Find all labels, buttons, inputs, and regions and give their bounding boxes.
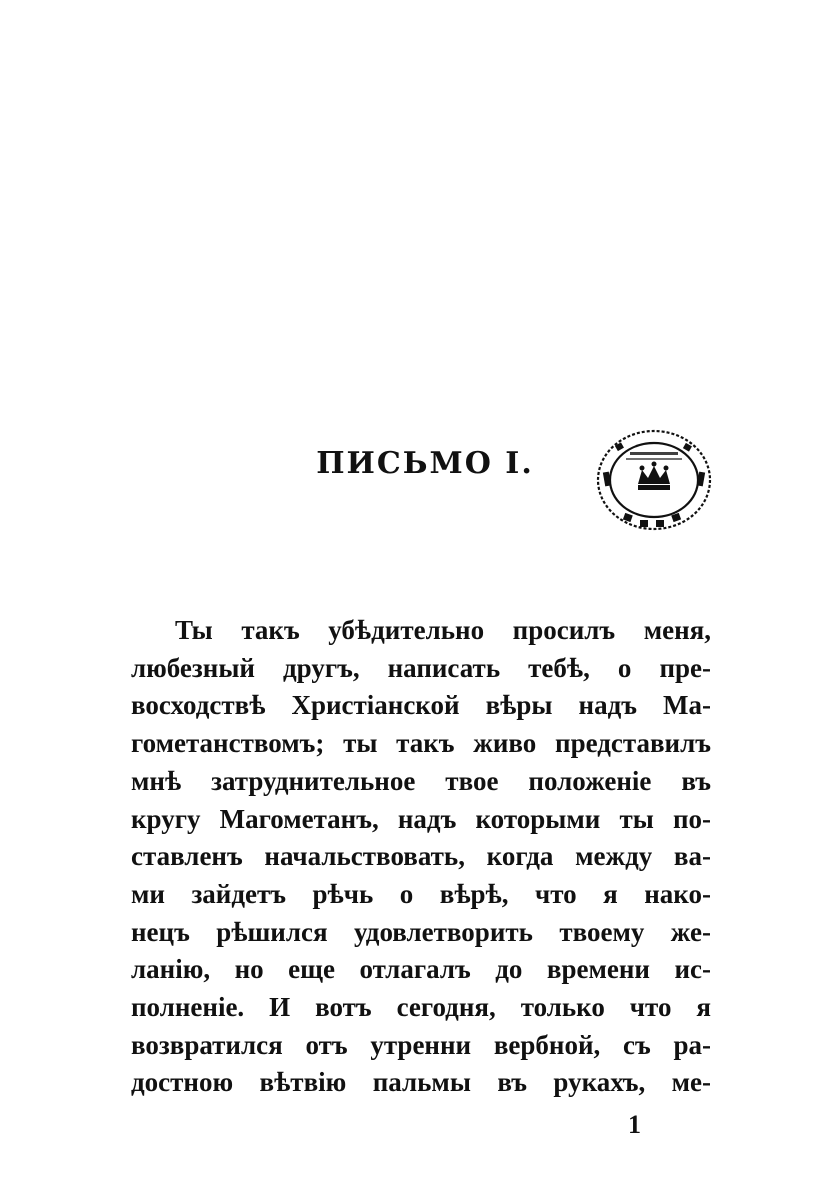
text-line: полненіе. И вотъ сегодня, только что я: [131, 992, 711, 1023]
text-line: мнѣ затруднительное твое положеніе въ: [131, 765, 711, 796]
text-line: любезный другъ, написать тебѣ, о пре-: [131, 652, 711, 683]
letter-heading: ПИСЬМО I.: [316, 446, 534, 481]
text-line: достною вѣтвію пальмы въ рукахъ, ме-: [131, 1067, 711, 1098]
text-line: нецъ рѣшился удовлетворить твоему же-: [131, 916, 711, 947]
text-line: Ты такъ убѣдительно просилъ меня,: [175, 615, 711, 645]
text-line: возвратился отъ утренни вербной, съ ра-: [131, 1029, 711, 1060]
letter-body: [131, 612, 711, 1102]
text-line: восходствѣ Христіанской вѣры надъ Ма-: [131, 690, 711, 721]
text-line: кругу Магометанъ, надъ которыми ты по-: [131, 803, 711, 834]
text-line: ставленъ начальствовать, когда между ва-: [131, 841, 711, 872]
text-line: гометанствомъ; ты такъ живо представилъ: [131, 728, 711, 759]
text-line: ми зайдетъ рѣчь о вѣрѣ, что я нако-: [131, 878, 711, 909]
library-seal-icon: [594, 428, 714, 532]
page-number: 1: [628, 1110, 641, 1139]
text-line: ланію, но еще отлагалъ до времени ис-: [131, 954, 711, 985]
